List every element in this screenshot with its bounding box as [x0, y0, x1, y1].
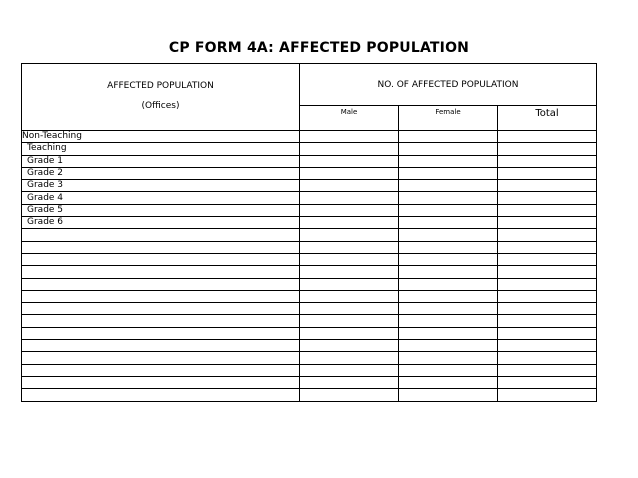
row-label-cell: Teaching	[22, 143, 300, 155]
female-value-cell[interactable]	[399, 204, 498, 216]
male-value-cell[interactable]	[300, 143, 399, 155]
female-value-cell[interactable]	[399, 303, 498, 315]
table-row	[22, 217, 597, 229]
total-value-cell[interactable]	[498, 131, 597, 143]
male-value-cell[interactable]	[300, 229, 399, 241]
female-value-cell[interactable]	[399, 364, 498, 376]
total-column-header: Total	[498, 106, 597, 131]
total-value-cell[interactable]	[498, 340, 597, 352]
female-value-cell[interactable]	[399, 155, 498, 167]
female-column-header: Female	[399, 106, 498, 131]
total-value-cell[interactable]	[498, 217, 597, 229]
row-label-cell	[22, 253, 300, 265]
row-label-cell	[22, 266, 300, 278]
table-row	[22, 241, 597, 253]
row-label-cell: Grade 4	[22, 192, 300, 204]
male-value-cell[interactable]	[300, 131, 399, 143]
row-label-cell	[22, 327, 300, 339]
affected-population-header	[22, 64, 300, 131]
female-value-cell[interactable]	[399, 131, 498, 143]
row-label-cell: Grade 3	[22, 180, 300, 192]
row-label-cell: Grade 6	[22, 217, 300, 229]
male-value-cell[interactable]	[300, 303, 399, 315]
female-value-cell[interactable]	[399, 217, 498, 229]
total-value-cell[interactable]	[498, 192, 597, 204]
male-value-cell[interactable]	[300, 204, 399, 216]
male-value-cell[interactable]	[300, 155, 399, 167]
total-value-cell[interactable]	[498, 241, 597, 253]
row-label-cell	[22, 290, 300, 302]
male-column-header: Male	[300, 106, 399, 131]
female-value-cell[interactable]	[399, 266, 498, 278]
row-label-cell	[22, 278, 300, 290]
female-value-cell[interactable]	[399, 352, 498, 364]
total-value-cell[interactable]	[498, 143, 597, 155]
table-row	[22, 155, 597, 167]
male-value-cell[interactable]	[300, 364, 399, 376]
table-row	[22, 352, 597, 364]
row-label-cell: Grade 2	[22, 167, 300, 179]
total-value-cell[interactable]	[498, 278, 597, 290]
table-row	[22, 278, 597, 290]
total-value-cell[interactable]	[498, 290, 597, 302]
row-label-cell	[22, 352, 300, 364]
table-row	[22, 180, 597, 192]
female-value-cell[interactable]	[399, 389, 498, 401]
table-row	[22, 266, 597, 278]
male-value-cell[interactable]	[300, 278, 399, 290]
female-value-cell[interactable]	[399, 290, 498, 302]
male-value-cell[interactable]	[300, 327, 399, 339]
male-value-cell[interactable]	[300, 340, 399, 352]
total-value-cell[interactable]	[498, 155, 597, 167]
row-label-cell	[22, 229, 300, 241]
row-label-cell	[22, 364, 300, 376]
male-value-cell[interactable]	[300, 167, 399, 179]
female-value-cell[interactable]	[399, 229, 498, 241]
total-value-cell[interactable]	[498, 180, 597, 192]
male-value-cell[interactable]	[300, 266, 399, 278]
table-row	[22, 167, 597, 179]
row-label-cell	[22, 303, 300, 315]
total-value-cell[interactable]	[498, 266, 597, 278]
row-label-cell: Grade 5	[22, 204, 300, 216]
total-value-cell[interactable]	[498, 303, 597, 315]
table-row	[22, 389, 597, 401]
affected-population-label: AFFECTED POPULATION	[107, 81, 214, 91]
female-value-cell[interactable]	[399, 278, 498, 290]
no-of-affected-population-header: NO. OF AFFECTED POPULATION	[300, 64, 597, 106]
female-value-cell[interactable]	[399, 241, 498, 253]
male-value-cell[interactable]	[300, 241, 399, 253]
male-value-cell[interactable]	[300, 290, 399, 302]
table-row	[22, 364, 597, 376]
row-label-cell: Non-Teaching	[22, 131, 300, 143]
row-label-cell: Grade 1	[22, 155, 300, 167]
row-label-cell	[22, 340, 300, 352]
total-value-cell[interactable]	[498, 253, 597, 265]
total-value-cell[interactable]	[498, 376, 597, 388]
female-value-cell[interactable]	[399, 327, 498, 339]
table-row	[22, 253, 597, 265]
table-row	[22, 192, 597, 204]
total-value-cell[interactable]	[498, 352, 597, 364]
female-value-cell[interactable]	[399, 167, 498, 179]
total-value-cell[interactable]	[498, 315, 597, 327]
male-value-cell[interactable]	[300, 180, 399, 192]
page-title: CP FORM 4A: AFFECTED POPULATION	[168, 40, 470, 56]
row-label-cell	[22, 376, 300, 388]
total-value-cell[interactable]	[498, 389, 597, 401]
table-row	[22, 327, 597, 339]
affected-population-table	[21, 63, 597, 402]
table-row	[22, 376, 597, 388]
male-value-cell[interactable]	[300, 389, 399, 401]
total-value-cell[interactable]	[498, 229, 597, 241]
header-row	[22, 64, 597, 106]
row-label-cell	[22, 315, 300, 327]
table-row	[22, 143, 597, 155]
female-value-cell[interactable]	[399, 376, 498, 388]
female-value-cell[interactable]	[399, 192, 498, 204]
offices-label: (Offices)	[141, 101, 180, 111]
total-value-cell[interactable]	[498, 327, 597, 339]
table-row	[22, 131, 597, 143]
female-value-cell[interactable]	[399, 340, 498, 352]
male-value-cell[interactable]	[300, 192, 399, 204]
female-value-cell[interactable]	[399, 143, 498, 155]
female-value-cell[interactable]	[399, 180, 498, 192]
row-label-cell	[22, 389, 300, 401]
table-row	[22, 315, 597, 327]
total-value-cell[interactable]	[498, 364, 597, 376]
female-value-cell[interactable]	[399, 315, 498, 327]
table-row	[22, 204, 597, 216]
row-label-cell	[22, 241, 300, 253]
male-value-cell[interactable]	[300, 352, 399, 364]
female-value-cell[interactable]	[399, 253, 498, 265]
male-value-cell[interactable]	[300, 315, 399, 327]
male-value-cell[interactable]	[300, 376, 399, 388]
table-row	[22, 229, 597, 241]
total-value-cell[interactable]	[498, 167, 597, 179]
table-row	[22, 340, 597, 352]
table-row	[22, 303, 597, 315]
male-value-cell[interactable]	[300, 217, 399, 229]
male-value-cell[interactable]	[300, 253, 399, 265]
table-row	[22, 290, 597, 302]
total-value-cell[interactable]	[498, 204, 597, 216]
